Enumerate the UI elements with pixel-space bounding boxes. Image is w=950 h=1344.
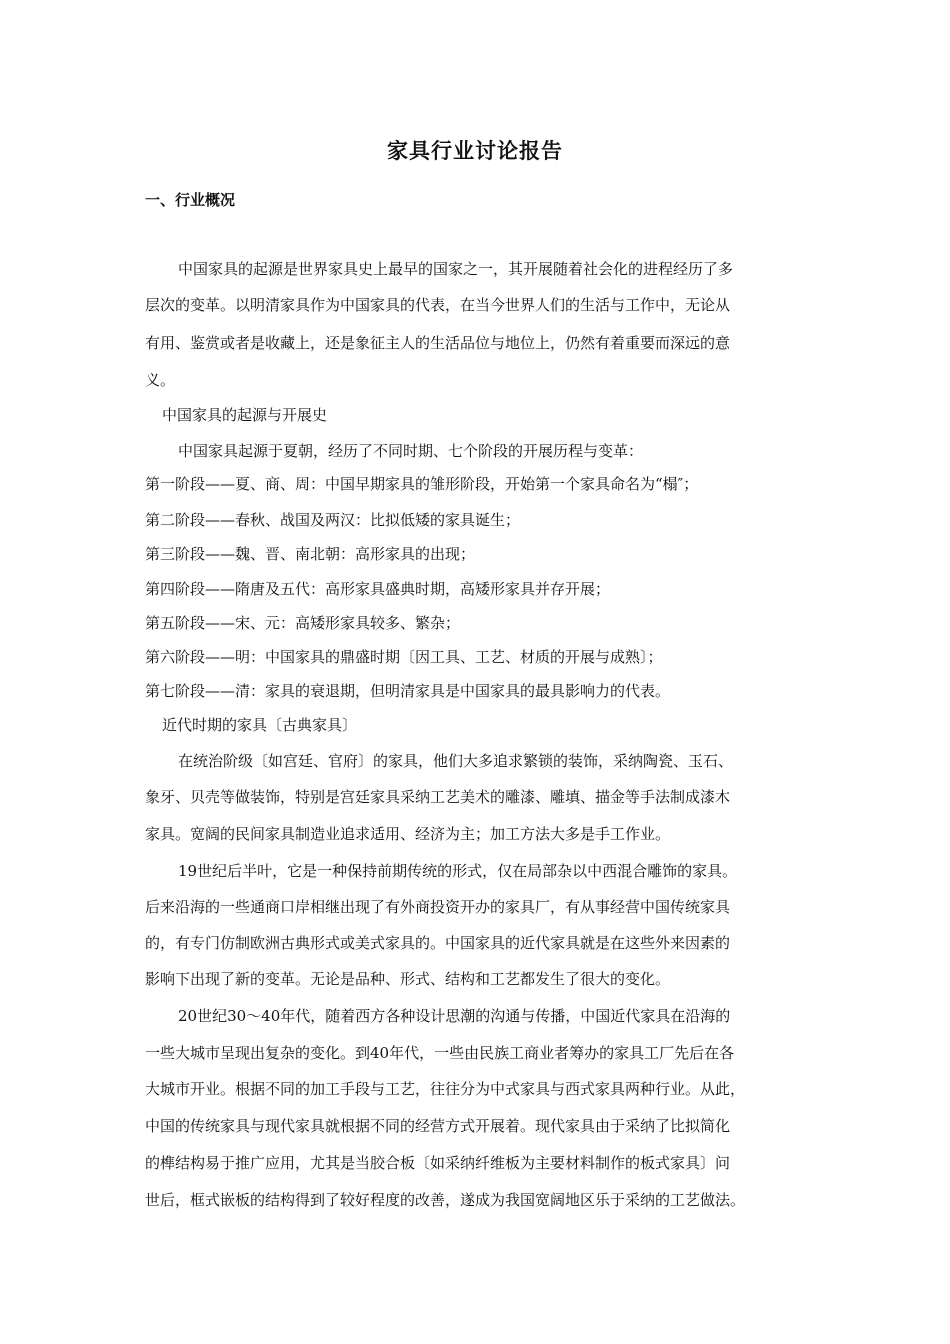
paragraph-line: 大城市开业。根据不同的加工手段与工艺，往往分为中式家具与西式家具两种行业。从此， bbox=[145, 1080, 746, 1098]
stage-line: 第二阶段——春秋、战国及两汉：比拟低矮的家具诞生； bbox=[145, 511, 521, 529]
stage-line: 第六阶段——明：中国家具的鼎盛时期〔因工具、工艺、材质的开展与成熟〕； bbox=[145, 648, 663, 666]
paragraph-line: 在统治阶级〔如宫廷、官府〕的家具，他们大多追求繁锁的装饰，采纳陶瓷、玉石、 bbox=[178, 752, 734, 770]
paragraph-line: 影响下出现了新的变革。无论是品种、形式、结构和工艺都发生了很大的变化。 bbox=[145, 970, 671, 988]
paragraph-line: 的榫结构易于推广应用，尤其是当胶合板〔如采纳纤维板为主要材料制作的板式家具〕问 bbox=[145, 1154, 731, 1172]
paragraph-line: 19世纪后半叶，它是一种保持前期传统的形式，仅在局部杂以中西混合雕饰的家具。 bbox=[178, 862, 738, 880]
paragraph-line: 一些大城市呈现出复杂的变化。到40年代，一些由民族工商业者筹办的家具工厂先后在各 bbox=[145, 1044, 735, 1062]
paragraph-line: 中国家具起源于夏朝，经历了不同时期、七个阶段的开展历程与变革： bbox=[178, 442, 644, 460]
paragraph-line: 20世纪30～40年代，随着西方各种设计思潮的沟通与传播，中国近代家具在沿海的 bbox=[178, 1007, 731, 1025]
section-heading: 一、行业概况 bbox=[145, 191, 236, 209]
paragraph-line: 中国家具的起源是世界家具史上最早的国家之一，其开展随着社会化的进程经历了多 bbox=[178, 260, 734, 278]
paragraph-line: 家具。宽阔的民间家具制造业追求适用、经济为主；加工方法大多是手工作业。 bbox=[145, 825, 671, 843]
paragraph-line: 义。 bbox=[145, 371, 176, 389]
document-title: 家具行业讨论报告 bbox=[387, 138, 563, 163]
stage-line: 第一阶段——夏、商、周：中国早期家具的雏形阶段，开始第一个家具命名为“榻″； bbox=[145, 475, 699, 493]
stage-line: 第五阶段——宋、元：高矮形家具较多、繁杂； bbox=[145, 614, 461, 632]
stage-line: 第三阶段——魏、晋、南北朝：高形家具的出现； bbox=[145, 545, 476, 563]
paragraph-line: 的，有专门仿制欧洲古典形式或美式家具的。中国家具的近代家具就是在这些外来因素的 bbox=[145, 934, 731, 952]
paragraph-line: 象牙、贝壳等做装饰，特别是宫廷家具采纳工艺美术的雕漆、雕填、描金等手法制成漆木 bbox=[145, 788, 731, 806]
paragraph-line: 中国的传统家具与现代家具就根据不同的经营方式开展着。现代家具由于采纳了比拟简化 bbox=[145, 1117, 731, 1135]
paragraph-line: 后来沿海的一些通商口岸相继出现了有外商投资开办的家具厂，有从事经营中国传统家具 bbox=[145, 898, 731, 916]
paragraph-line: 世后，框式嵌板的结构得到了较好程度的改善，遂成为我国宽阔地区乐于采纳的工艺做法。 bbox=[145, 1191, 746, 1209]
paragraph-line: 有用、鉴赏或者是收藏上，还是象征主人的生活品位与地位上，仍然有着重要而深远的意 bbox=[145, 334, 731, 352]
subheading-line: 近代时期的家具〔古典家具〕 bbox=[162, 716, 358, 734]
stage-line: 第四阶段——隋唐及五代：高形家具盛典时期，高矮形家具并存开展； bbox=[145, 580, 611, 598]
stage-line: 第七阶段——清：家具的衰退期，但明清家具是中国家具的最具影响力的代表。 bbox=[145, 682, 671, 700]
paragraph-line: 层次的变革。以明清家具作为中国家具的代表，在当今世界人们的生活与工作中，无论从 bbox=[145, 296, 731, 314]
subheading-line: 中国家具的起源与开展史 bbox=[162, 406, 328, 424]
